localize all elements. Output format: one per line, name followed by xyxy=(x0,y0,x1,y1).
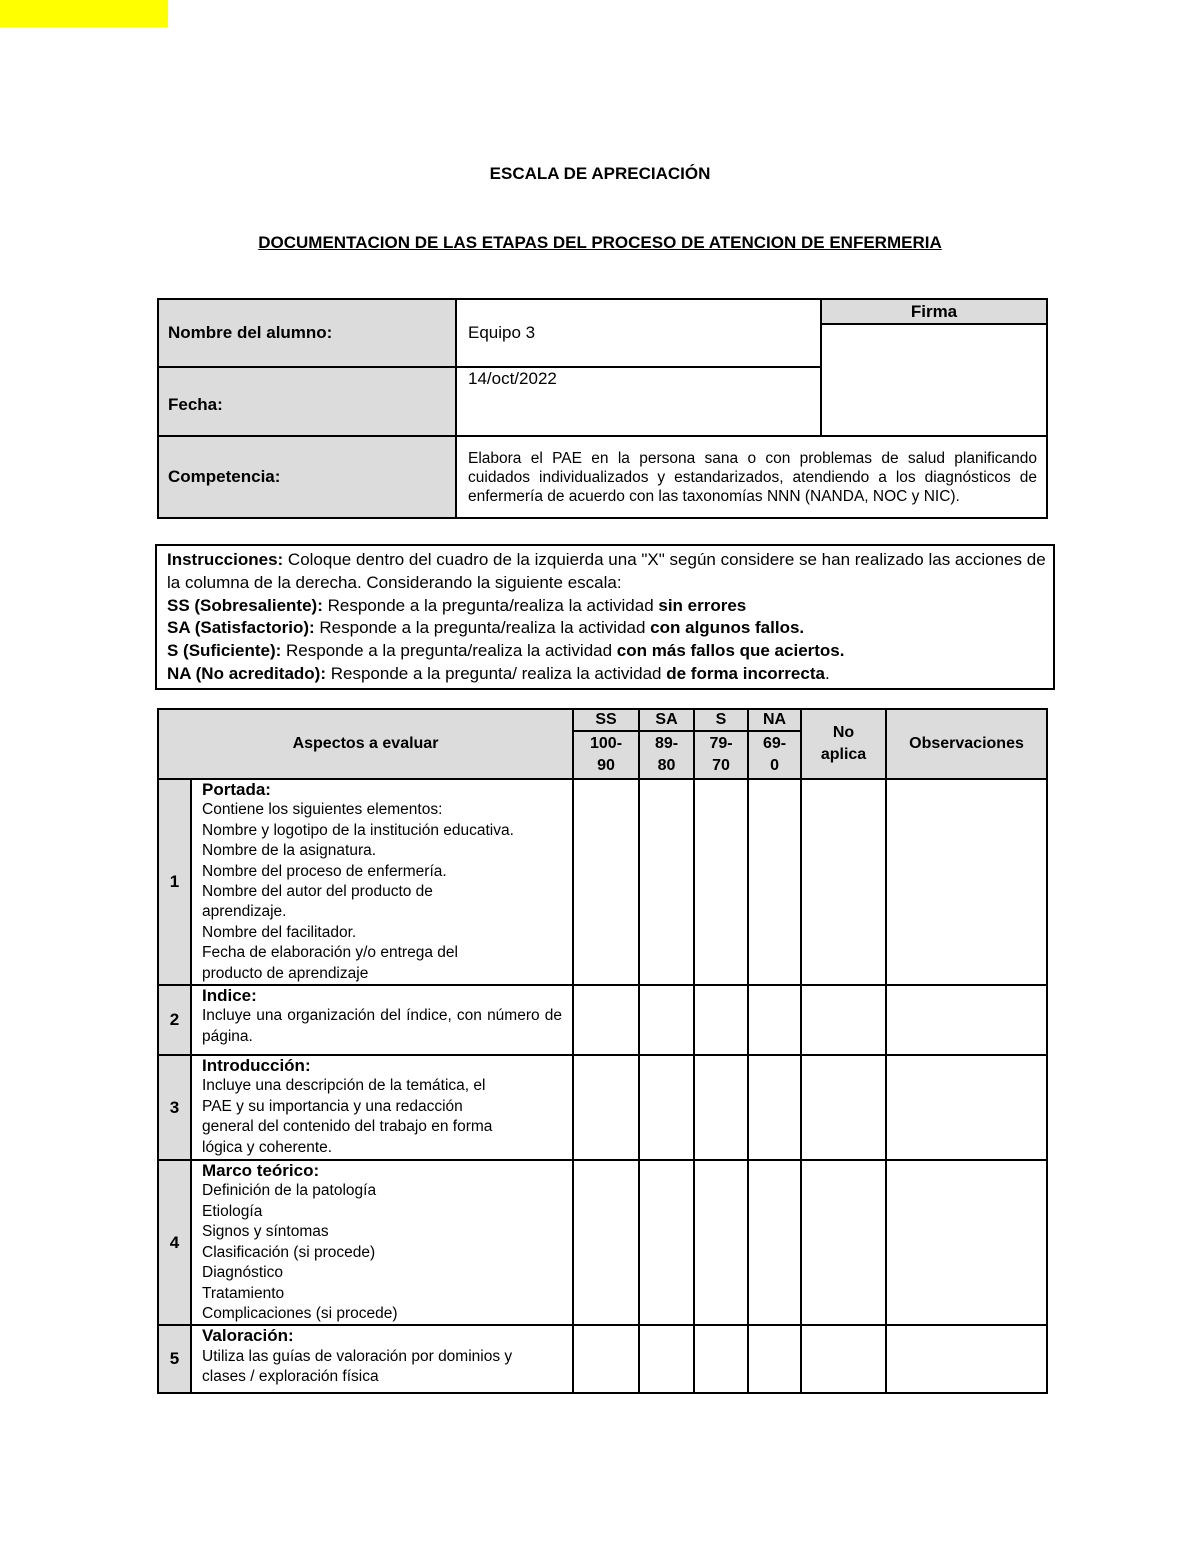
scale-ss-label: SS (Sobresaliente): xyxy=(167,595,323,615)
scale-na-emph: de forma incorrecta xyxy=(666,663,825,683)
score-sa-cell[interactable] xyxy=(639,779,694,985)
yellow-highlight-mark xyxy=(0,0,168,27)
score-s-cell[interactable] xyxy=(694,1325,748,1393)
observations-cell[interactable] xyxy=(886,1325,1047,1393)
scale-na-text: Responde a la pregunta/ realiza la actividad xyxy=(326,663,667,683)
level-ss-code: SS xyxy=(573,709,639,731)
table-row xyxy=(158,1160,1047,1325)
scale-s-emph: con más fallos que aciertos. xyxy=(616,641,845,661)
date-label: Fecha: xyxy=(158,367,456,436)
scale-ss-text: Responde a la pregunta/realiza la actividad xyxy=(322,595,659,615)
observations-cell[interactable] xyxy=(886,1055,1047,1160)
signature-box[interactable] xyxy=(821,324,1047,436)
observations-header: Observaciones xyxy=(886,709,1047,779)
level-ss-range: 100- 90 xyxy=(573,731,639,779)
table-row xyxy=(158,779,1047,985)
score-na-cell[interactable] xyxy=(748,1325,801,1393)
score-sa-cell[interactable] xyxy=(639,1055,694,1160)
aspect-cell xyxy=(191,779,573,985)
item-number: 1 xyxy=(158,779,191,985)
aspects-header: Aspectos a evaluar xyxy=(158,709,573,779)
aspect-description: Utiliza las guías de valoración por dominios y clases / exploración física xyxy=(202,1347,513,1386)
rubric-table xyxy=(157,708,1048,1394)
observations-cell[interactable] xyxy=(886,779,1047,985)
item-number: 5 xyxy=(158,1325,191,1393)
aspect-title: Indice: xyxy=(202,986,257,1006)
score-s-cell[interactable] xyxy=(694,985,748,1055)
item-number: 4 xyxy=(158,1160,191,1325)
score-sa-cell[interactable] xyxy=(639,1325,694,1393)
instructions-box xyxy=(155,544,1055,690)
score-ss-cell[interactable] xyxy=(573,779,639,985)
scale-s-text: Responde a la pregunta/realiza la actividad xyxy=(281,641,617,661)
table-row xyxy=(158,1055,1047,1160)
score-ss-cell[interactable] xyxy=(573,985,639,1055)
scale-sa-text: Responde a la pregunta/realiza la actividad xyxy=(314,618,651,638)
aspect-title: Portada: xyxy=(202,780,271,799)
aspect-description: Incluye una descripción de la temática, el PAE y su importancia y una redacción general del contenido del trabajo en forma lógica y coherente. xyxy=(202,1077,493,1156)
level-na-range: 69- 0 xyxy=(748,731,801,779)
aspect-cell xyxy=(191,1325,573,1393)
aspect-title: Introducción: xyxy=(202,1056,311,1076)
no-aplica-cell[interactable] xyxy=(801,1055,886,1160)
item-number: 3 xyxy=(158,1055,191,1160)
no-aplica-header: No aplica xyxy=(801,709,886,779)
aspect-description: Incluye una organización del índice, con número de página. xyxy=(202,1007,563,1045)
table-row xyxy=(158,985,1047,1055)
student-info-table xyxy=(157,298,1048,519)
observations-cell[interactable] xyxy=(886,985,1047,1055)
competence-label: Competencia: xyxy=(158,436,456,518)
aspect-title: Marco teórico: xyxy=(202,1161,320,1181)
instructions-text: Coloque dentro del cuadro de la izquierda una "X" según considere se han realizado las acciones de la columna de la derecha. Considerando la siguiente escala: xyxy=(167,550,1046,592)
scale-sa-emph: con algunos fallos. xyxy=(650,618,805,638)
scale-s-label: S (Suficiente): xyxy=(167,641,282,661)
level-s-code: S xyxy=(694,709,748,731)
student-name-value[interactable]: Equipo 3 xyxy=(456,299,821,367)
score-na-cell[interactable] xyxy=(748,985,801,1055)
item-number: 2 xyxy=(158,985,191,1055)
no-aplica-cell[interactable] xyxy=(801,1325,886,1393)
score-ss-cell[interactable] xyxy=(573,1160,639,1325)
aspect-cell xyxy=(191,985,573,1055)
scale-na-end: . xyxy=(824,663,830,683)
aspect-description: Contiene los siguientes elementos: Nombre y logotipo de la institución educativa. Nombre de la asignatura. Nombre del proceso de enfermería. Nombre del autor del producto de aprendizaje. Nombre del facilitador. Fecha de elaboración y/o entrega del producto de aprendizaje xyxy=(202,801,514,982)
scale-sa-label: SA (Satisfactorio): xyxy=(167,618,315,638)
score-s-cell[interactable] xyxy=(694,779,748,985)
scale-na-label: NA (No acreditado): xyxy=(167,663,326,683)
student-name-label: Nombre del alumno: xyxy=(158,299,456,367)
document-subtitle: DOCUMENTACION DE LAS ETAPAS DEL PROCESO DE ATENCION DE ENFERMERIA xyxy=(258,233,942,252)
aspect-description: Definición de la patología Etiología Signos y síntomas Clasificación (si procede) Diagnóstico Tratamiento Complicaciones (si procede) xyxy=(202,1182,398,1322)
score-s-cell[interactable] xyxy=(694,1055,748,1160)
aspect-cell xyxy=(191,1160,573,1325)
aspect-title: Valoración: xyxy=(202,1326,294,1346)
level-sa-range: 89- 80 xyxy=(639,731,694,779)
document-title: ESCALA DE APRECIACIÓN xyxy=(489,164,711,183)
aspect-cell xyxy=(191,1055,573,1160)
score-na-cell[interactable] xyxy=(748,1160,801,1325)
level-sa-code: SA xyxy=(639,709,694,731)
observations-cell[interactable] xyxy=(886,1160,1047,1325)
score-na-cell[interactable] xyxy=(748,1055,801,1160)
table-row xyxy=(158,1325,1047,1393)
instructions-label: Instrucciones: xyxy=(167,550,284,569)
level-na-code: NA xyxy=(748,709,801,731)
score-ss-cell[interactable] xyxy=(573,1055,639,1160)
score-ss-cell[interactable] xyxy=(573,1325,639,1393)
signature-label: Firma xyxy=(821,299,1047,324)
date-value[interactable]: 14/oct/2022 xyxy=(456,367,821,436)
scale-ss-emph: sin errores xyxy=(658,595,747,615)
no-aplica-cell[interactable] xyxy=(801,1160,886,1325)
no-aplica-cell[interactable] xyxy=(801,779,886,985)
level-s-range: 79- 70 xyxy=(694,731,748,779)
score-na-cell[interactable] xyxy=(748,779,801,985)
score-sa-cell[interactable] xyxy=(639,985,694,1055)
score-s-cell[interactable] xyxy=(694,1160,748,1325)
no-aplica-cell[interactable] xyxy=(801,985,886,1055)
score-sa-cell[interactable] xyxy=(639,1160,694,1325)
competence-value: Elabora el PAE en la persona sana o con problemas de salud planificando cuidados individualizados y estandarizados, atendiendo a los diagnósticos de enfermería de acuerdo con las taxonomías NNN (NANDA, NOC y NIC). xyxy=(456,436,1047,518)
